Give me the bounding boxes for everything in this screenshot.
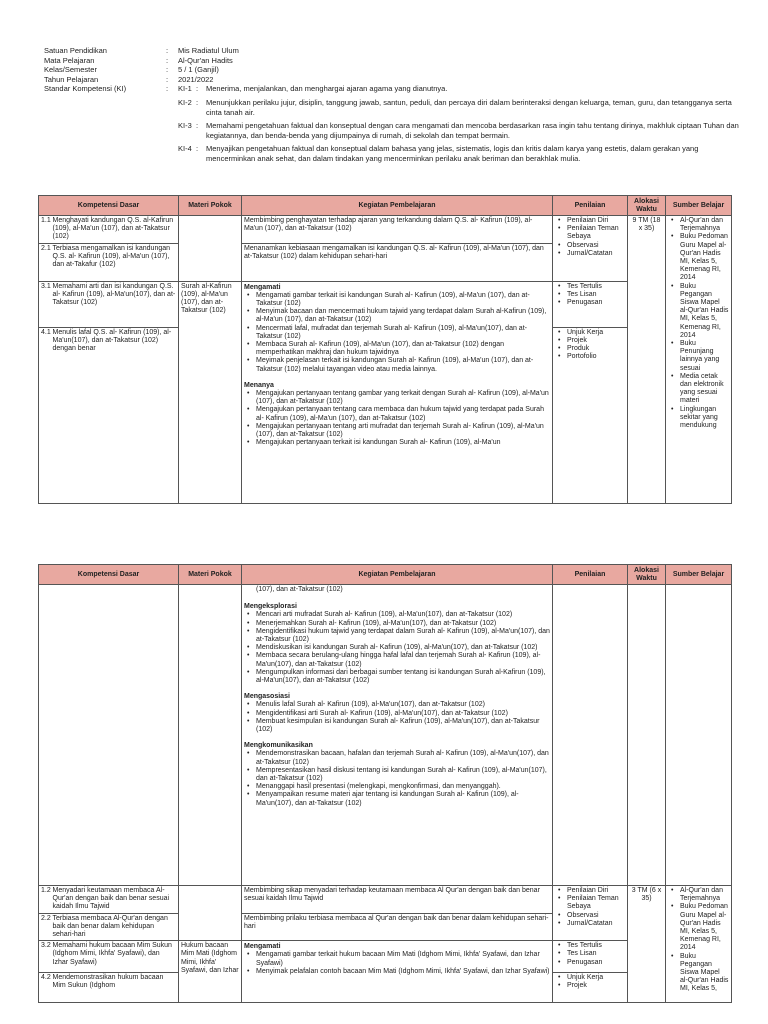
kd-text: Memahami arti dan isi kandungan Q.S. al- Kafirun (109), al-Ma'un(107), dan at-Takatsur (102) [51, 281, 179, 327]
list-item: • Mencari arti mufradat Surah al- Kafirun (109), al-Ma'un(107), dan at-Takatsur (102) [256, 611, 550, 619]
syllabus-table-2 [38, 564, 732, 1003]
ki-code: KI-1 [178, 84, 192, 94]
list-item: • Mendemonstrasikan bacaan, hafalan dan terjemah Surah al- Kafirun (109), al-Ma'un(107), dan at-Takatsur (102) [256, 750, 550, 766]
header-colon: : [166, 65, 169, 75]
kegiatan-cell: Menanamkan kebiasaan mengamalkan isi kandungan Q.S. al- Kafirun (109), al-Ma'un (107), dan at-Takatsur (102) dalam kehidupan sehari-hari [242, 243, 553, 281]
col-header-alokasi: Alokasi Waktu [628, 196, 666, 216]
section-title: Mengasosiasi [244, 693, 290, 701]
kd-text: Mendemonstrasikan hukum bacaan Mim Sukun (Idghom [51, 973, 179, 1003]
ki-item [178, 98, 744, 117]
col-header-kegiatan: Kegiatan Pembelajaran [242, 196, 553, 216]
ki-colon: : [196, 84, 199, 94]
list-item: • Unjuk Kerja [567, 974, 625, 982]
list-item: • Jurnal/Catatan [567, 250, 625, 258]
alokasi-cell: 9 TM (18 x 35) [628, 216, 666, 504]
materi-cell [179, 585, 242, 886]
list-item: • Penilaian Teman Sebaya [567, 895, 625, 911]
col-header-materi: Materi Pokok [179, 565, 242, 585]
kd-number: 2.2 [39, 913, 51, 941]
ki-colon: : [196, 144, 199, 154]
penilaian-cell [553, 941, 628, 973]
list-item: • Projek [567, 337, 625, 345]
kd-number: 4.2 [39, 973, 51, 1003]
list-item: • Observasi [567, 242, 625, 250]
kd-text: Menghayati kandungan Q.S. al-Kafirun (109), al-Ma'un (107), dan at-Takatsur (102) [51, 216, 179, 244]
list-item: • Jurnal/Catatan [567, 920, 625, 928]
list-item: • Mengajukan pertanyaan tentang gambar yang terkait dengan Surah al- Kafirun (109), al-Ma'un (107), dan at-Takatsur (102) [256, 390, 550, 406]
col-header-sumber: Sumber Belajar [666, 565, 732, 585]
header-value: 5 / 1 (Ganjil) [178, 65, 219, 75]
col-header-kd: Kompetensi Dasar [39, 565, 179, 585]
list-item: • Tes Lisan [567, 291, 625, 299]
list-item: • Mengumpulkan informasi dari berbagai sumber tentang isi kandungan Surah al-Kafirun (109), al-Ma'un(107), dan at-Takatsur (102) [256, 669, 550, 685]
col-header-kd: Kompetensi Dasar [39, 196, 179, 216]
sumber-cell [666, 585, 732, 886]
ki-code: KI-4 [178, 144, 192, 154]
header-row [44, 56, 744, 66]
kegiatan-cell [242, 941, 553, 1003]
table-row [39, 216, 732, 244]
list-item: • Observasi [567, 912, 625, 920]
header-colon: : [166, 74, 169, 84]
list-item: • Projek [567, 982, 625, 990]
list-item: • Al-Qur'an dan Terjemahnya [680, 217, 729, 233]
ki-colon: : [196, 97, 199, 107]
list-item: • Membaca Surah al- Kafirun (109), al-Ma'un (107), dan at-Takatsur (102) dengan memperhatikan makhraj dan hukum tajwidnya [256, 341, 550, 357]
list-item: • Menanggapi hasil presentasi (melengkapi, mengkonfirmasi, dan menyanggah). [256, 783, 550, 791]
kd-number: 1.1 [39, 216, 51, 244]
header-label: Satuan Pendidikan [44, 46, 107, 55]
materi-cell: Surah al-Kafirun (109), al-Ma'un (107), dan at-Takatsur (102) [179, 281, 242, 503]
list-item: • Tes Tertulis [567, 942, 625, 950]
sumber-cell [666, 886, 732, 1003]
header-colon: : [166, 46, 169, 55]
list-item: • Lingkungan sekitar yang mendukung [680, 406, 729, 431]
section-title: Mengamati [244, 283, 281, 291]
header-colon: : [166, 55, 169, 65]
header-colon: : [166, 84, 169, 94]
list-item: • Buku Pedoman Guru Mapel al-Qur'an Hadis MI, Kelas 5, Kemenag RI, 2014 [680, 903, 729, 952]
ki-code: KI-3 [178, 121, 192, 131]
table-row [39, 585, 732, 886]
penilaian-cell [553, 216, 628, 282]
list-item: • Buku Pegangan Siswa Mapel al-Qur'an Hadis MI, Kelas 5, Kemenag RI, 2014 [680, 283, 729, 340]
kd-number: 4.1 [39, 327, 51, 503]
list-item: • Unjuk Kerja [567, 329, 625, 337]
penilaian-cell [553, 281, 628, 327]
list-item: • Membaca secara berulang-ulang hingga hafal lafal dan terjemah Surah al- Kafirun (109), al-Ma'un(107), dan at-Takatsur (102) [256, 652, 550, 668]
list-item: • Al-Qur'an dan Terjemahnya [680, 887, 729, 903]
penilaian-cell [553, 327, 628, 503]
list-item: • Mendiskusikan isi kandungan Surah al- Kafirun (109), al-Ma'un(107), dan at-Takatsur (102) [256, 644, 550, 652]
header-row [44, 75, 744, 85]
list-item: • Tes Tertulis [567, 283, 625, 291]
list-item: • Penugasan [567, 299, 625, 307]
header-row [44, 46, 744, 56]
list-item: • Mempresentasikan hasil diskusi tentang isi kandungan Surah al- Kafirun (109), al-Ma'un(107), dan at-Takatsur (102) [256, 767, 550, 783]
kd-number: 1.2 [39, 886, 51, 914]
kegiatan-cell: Membimbing prilaku terbiasa membaca al Qur'an dengan baik dan benar dalam kehidupan sehari-hari [242, 913, 553, 941]
col-header-alokasi: Alokasi Waktu [628, 565, 666, 585]
table-header-row [39, 565, 732, 585]
list-item: • Menerjemahkan Surah al- Kafirun (109), al-Ma'un(107), dan at-Takatsur (102) [256, 620, 550, 628]
kd-number: 2.1 [39, 243, 51, 281]
list-item: • Membuat kesimpulan isi kandungan Surah al- Kafirun (109), al-Ma'un(107), dan at-Takatsur (102) [256, 718, 550, 734]
list-item: • Penilaian Teman Sebaya [567, 225, 625, 241]
col-header-penilaian: Penilaian [553, 565, 628, 585]
list-item: • Mengamati gambar terkait hukum bacaan Mim Mati (Idghom Mimi, Ikhfa' Syafawi, dan Izhar Syafawi) [256, 951, 550, 967]
list-item: • Buku Pedoman Guru Mapel al-Qur'an Hadis MI, Kelas 5, Kemenag RI, 2014 [680, 233, 729, 282]
list-item: • Menyampaikan resume materi ajar tentang isi kandungan Surah al- Kafirun (109), al-Ma'un(107), dan at-Takatsur (102) [256, 791, 550, 807]
header-label: Mata Pelajaran [44, 55, 95, 65]
section-title: Mengamati [244, 943, 281, 951]
header-label: Tahun Pelajaran [44, 74, 99, 84]
list-item: • Mengidentifikasi arti Surah al- Kafirun (109), al-Ma'un(107), dan at-Takatsur (102) [256, 710, 550, 718]
ki-item [178, 84, 744, 94]
list-item: • Buku Penunjang lainnya yang sesuai [680, 340, 729, 373]
list-item: • Media cetak dan elektronik yang sesuai materi [680, 373, 729, 406]
continued-text: (107), dan at-Takatsur (102) [256, 586, 343, 593]
list-item: • Mengajukan pertanyaan tentang arti mufradat dan terjemah Surah al- Kafirun (109), al-Ma'un (107), dan at-Takatsur (102) [256, 423, 550, 439]
list-item: • Menulis lafal Surah al- Kafirun (109), al-Ma'un(107), dan at-Takatsur (102) [256, 701, 550, 709]
ki-item [178, 121, 744, 140]
ki-list [178, 84, 744, 94]
kegiatan-cell [242, 585, 553, 886]
header-row-sk [44, 84, 744, 94]
list-item: • Penilaian Diri [567, 217, 625, 225]
list-item: • Buku Pegangan Siswa Mapel al-Qur'an Hadis MI, Kelas 5, [680, 953, 729, 994]
kd-text: Memahami hukum bacaan Mim Sukun (Idghom Mimi, Ikhfa' Syafawi), dan Izhar Syafawi) [51, 941, 179, 973]
list-item: • Meyimak penjelasan terkait isi kandungan Surah al- Kafirun (109), al-Ma'un (107), dan at-Takatsur (102) melalui tayangan video atau media lainnya. [256, 357, 550, 373]
table-header-row [39, 196, 732, 216]
syllabus-table-1 [38, 195, 732, 504]
header-value: Mis Radiatul Ulum [178, 46, 239, 55]
kd-text: Menyadari keutamaan membaca Al-Qur'an dengan baik dan benar sesuai kaidah Ilmu Tajwid [51, 886, 179, 914]
kd-number: 3.2 [39, 941, 51, 973]
ki-item [178, 144, 744, 163]
header-row [44, 65, 744, 75]
col-header-sumber: Sumber Belajar [666, 196, 732, 216]
header-value: Al-Qur'an Hadits [178, 55, 233, 65]
ki-text: Menyajikan pengetahuan faktual dan konseptual dalam bahasa yang jelas, sistematis, logis dan kritis dalam karya yang estetis, dalam gerakan yang mencerminkan anak sehat, dan dalam tindakan yang mencerminkan perilaku anak beriman dan berakhlak mulia. [206, 144, 699, 163]
header-value: 2021/2022 [178, 74, 214, 84]
list-item: • Mengajukan pertanyaan terkait isi kandungan Surah al- Kafirun (109), al-Ma'un [256, 439, 550, 447]
list-item: • Menyimak bacaan dan mencermati hukum tajwid yang terdapat dalam Surah al-Kafirun (109), al-Ma'un (107), dan at-Takatsur (102) [256, 308, 550, 324]
alokasi-cell: 3 TM (6 x 35) [628, 886, 666, 1003]
kd-text: Terbiasa membaca Al-Qur'an dengan baik dan benar dalam kehidupan sehari-hari [51, 913, 179, 941]
kd-cell [39, 585, 179, 886]
list-item: • Mengamati gambar terkait isi kandungan Surah al- Kafirun (109), al-Ma'un (107), dan at-Takatsur (102) [256, 292, 550, 308]
kd-number: 3.1 [39, 281, 51, 327]
list-item: • Menyimak pelafalan contoh bacaan Mim Mati (Idghom Mimi, Ikhfa' Syafawi, dan Izhar Syafawi) [256, 968, 550, 976]
alokasi-cell [628, 585, 666, 886]
penilaian-cell [553, 585, 628, 886]
materi-cell [179, 216, 242, 282]
kegiatan-cell [242, 281, 553, 503]
col-header-penilaian: Penilaian [553, 196, 628, 216]
list-item: • Produk [567, 345, 625, 353]
penilaian-cell [553, 973, 628, 1003]
ki-code: KI-2 [178, 97, 192, 107]
col-header-materi: Materi Pokok [179, 196, 242, 216]
header-label: Kelas/Semester [44, 65, 97, 75]
kd-text: Menulis lafal Q.S. al- Kafirun (109), al-Ma'un(107), dan at-Takatsur (102) dengan benar [51, 327, 179, 503]
list-item: • Tes Lisan [567, 950, 625, 958]
section-title: Mengeksplorasi [244, 603, 297, 611]
list-item: • Mengajukan pertanyaan tentang cara membaca dan hukum tajwid yang terdapat pada Surah al- Kafirun (109), al-Ma'un (107), dan at-Takatsur (102) [256, 406, 550, 422]
col-header-kegiatan: Kegiatan Pembelajaran [242, 565, 553, 585]
sumber-cell [666, 216, 732, 504]
table-row [39, 886, 732, 914]
list-item: • Portofolio [567, 353, 625, 361]
ki-text: Menerima, menjalankan, dan menghargai ajaran agama yang dianutnya. [206, 84, 448, 94]
kegiatan-cell: Membimbing sikap menyadari terhadap keutamaan membaca Al Qur'an dengan baik dan benar sesuai kaidah Ilmu Tajwid [242, 886, 553, 914]
ki-text: Menunjukkan perilaku jujur, disiplin, tanggung jawab, santun, peduli, dan percaya diri dalam berinteraksi dengan keluarga, teman, guru, dan tetangganya serta cinta tanah air. [206, 97, 732, 117]
kegiatan-cell: Membimbing penghayatan terhadap ajaran yang terkandung dalam Q.S. al- Kafirun (109), al-Ma'un (107), dan at-Takatsur (102) [242, 216, 553, 244]
ki-colon: : [196, 121, 199, 131]
materi-cell: Hukum bacaan Mim Mati (Idghom Mimi, Ikhfa' Syafawi, dan Izhar [179, 941, 242, 1003]
ki-text: Memahami pengetahuan faktual dan konseptual dengan cara mengamati dan mencoba berdasarkan rasa ingin tahu tentang dirinya, makhluk ciptaan Tuhan dan kegiatannya, dan benda-benda yang dijumpainya di rumah, di sekolah dan tempat bermain. [206, 121, 739, 140]
kd-text: Terbiasa mengamalkan isi kandungan Q.S. al- Kafirun (109), al-Ma'un (107), dan at-Takafur (102) [51, 243, 179, 281]
list-item: • Mencermati lafal, mufradat dan terjemah Surah al- Kafirun (109), al-Ma'un(107), dan at-Takatsur (102) [256, 325, 550, 341]
materi-cell [179, 886, 242, 941]
list-item: • Penilaian Diri [567, 887, 625, 895]
list-item: • Mengidentifikasi hukum tajwid yang terdapat dalam Surah al- Kafirun (109), al-Ma'un(107), dan at-Takatsur (102) [256, 628, 550, 644]
penilaian-cell [553, 886, 628, 941]
list-item: • Penugasan [567, 959, 625, 967]
header-label: Standar Kompetensi (KI) [44, 84, 127, 94]
section-title: Mengkomunikasikan [244, 742, 313, 750]
section-title: Menanya [244, 381, 274, 389]
document-header [44, 46, 744, 164]
